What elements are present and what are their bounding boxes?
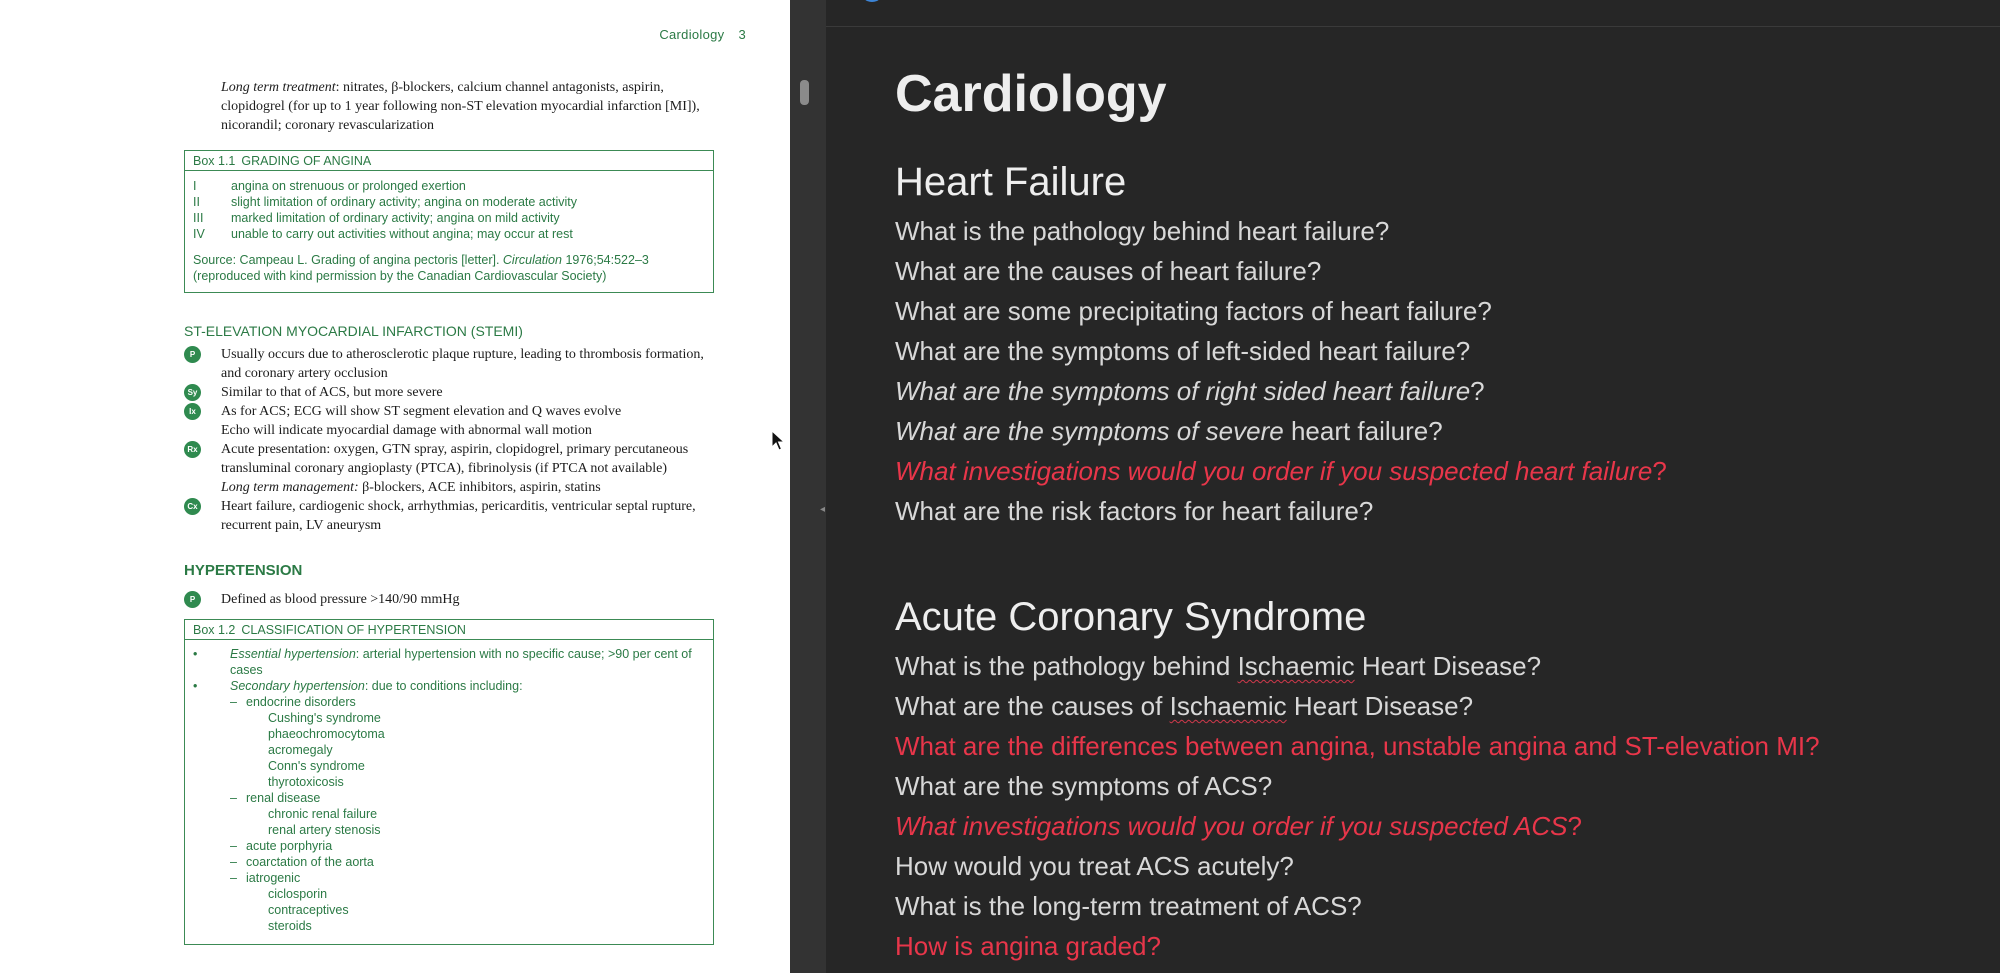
grade-list — [185, 171, 713, 242]
grade-row — [185, 226, 713, 242]
box-label: Box 1.2 — [193, 623, 236, 637]
intro-label: Long term treatment — [221, 80, 336, 95]
long-term-treatment-paragraph — [221, 78, 701, 135]
box-classification-of-hypertension — [184, 619, 714, 945]
question-rest: heart failure? — [1283, 416, 1443, 446]
grade-row — [185, 194, 713, 210]
question-line[interactable]: What is the pathology behind heart failure? — [895, 216, 1390, 246]
pdf-scrollbar-thumb[interactable] — [800, 80, 809, 105]
pathology-badge-icon: P — [184, 591, 201, 608]
question-rest: ? — [1652, 456, 1667, 486]
cause-name: endocrine disorders — [246, 695, 356, 709]
question-line[interactable]: What is the long-term treatment of ACS? — [895, 891, 1362, 921]
cause-group — [193, 838, 705, 854]
cause-name: coarctation of the aorta — [246, 855, 374, 869]
question-pre: What are the causes of — [895, 691, 1170, 721]
complications-badge-icon: Cx — [184, 498, 201, 515]
item-text — [230, 646, 705, 678]
pdf-page — [0, 0, 790, 973]
item-text — [221, 478, 724, 497]
cause-child: renal artery stenosis — [268, 823, 381, 837]
box-source — [185, 242, 713, 292]
header-page-number: 3 — [738, 27, 746, 42]
question-line-highlighted[interactable]: What are the differences between angina, unstable angina and ST-elevation MI? — [895, 731, 1820, 761]
stemi-list — [184, 345, 724, 535]
source-journal: Circulation — [502, 253, 562, 267]
item-text: Heart failure, cardiogenic shock, arrhythmias, pericarditis, ventricular septal rupture, recurrent pain, LV aneurysm — [221, 499, 696, 533]
mouse-pointer-icon — [771, 430, 785, 452]
item-text: Echo will indicate myocardial damage with abnormal wall motion — [221, 423, 592, 438]
page-title[interactable]: Cardiology — [895, 65, 1167, 123]
notes-editor[interactable] — [826, 0, 2000, 973]
box-title — [185, 151, 713, 171]
grade-num: IV — [193, 227, 205, 241]
dash-icon: – — [230, 791, 237, 805]
list-item — [193, 678, 705, 694]
grade-text: slight limitation of ordinary activity; angina on moderate activity — [231, 195, 577, 209]
grade-num: III — [193, 211, 204, 225]
bullet-icon: • — [193, 647, 198, 661]
question-italic: What investigations would you order if you suspected ACS — [895, 811, 1568, 841]
spellcheck-word[interactable]: Ischaemic — [1237, 651, 1355, 681]
cause-name: renal disease — [246, 791, 321, 805]
item-text: Acute presentation: oxygen, GTN spray, aspirin, clopidogrel, primary percutaneous transluminal coronary angioplasty (PTCA), fibrinolysis (if PTCA not available) — [221, 442, 689, 476]
question-line[interactable] — [895, 651, 1541, 682]
source-pre: Source: Campeau L. Grading of angina pectoris [letter]. — [193, 253, 503, 267]
avatar-icon[interactable] — [860, 0, 884, 2]
section-heading-heart-failure[interactable]: Heart Failure — [895, 160, 1127, 204]
question-line-highlighted[interactable] — [895, 811, 1582, 842]
box-title — [185, 620, 713, 640]
question-line[interactable] — [895, 416, 1443, 447]
box-label: Box 1.1 — [193, 154, 236, 168]
secondary-text: : due to conditions including: — [364, 679, 523, 693]
question-post: Heart Disease? — [1286, 691, 1474, 721]
investigations-badge-icon: Ix — [184, 403, 201, 420]
symptoms-badge-icon: Sy — [184, 384, 201, 401]
grade-text: angina on strenuous or prolonged exertion — [231, 179, 466, 193]
box-title-text: GRADING OF ANGINA — [241, 154, 372, 168]
item-text: Similar to that of ACS, but more severe — [221, 385, 443, 400]
treatment-badge-icon: Rx — [184, 441, 201, 458]
list-item — [184, 345, 724, 383]
cause-child: Cushing's syndrome — [268, 711, 381, 725]
split-divider[interactable] — [790, 0, 826, 973]
cause-group — [193, 790, 705, 806]
list-item — [184, 383, 724, 402]
blank-badge — [184, 422, 201, 439]
cause-name: iatrogenic — [246, 871, 301, 885]
question-rest: ? — [1567, 811, 1582, 841]
question-line[interactable]: What are some precipitating factors of heart failure? — [895, 296, 1492, 326]
source-line2: (reproduced with kind permission by the Canadian Cardiovascular Society) — [193, 269, 607, 283]
item-text — [230, 678, 705, 694]
grade-num: I — [193, 179, 197, 193]
dash-icon: – — [230, 839, 237, 853]
question-line[interactable] — [895, 691, 1473, 722]
essential-text: : arterial hypertension with no specific cause; >90 per cent of cases — [230, 647, 692, 677]
item-text: As for ACS; ECG will show ST segment elevation and Q waves evolve — [221, 404, 622, 419]
list-item — [184, 440, 724, 478]
question-rest: ? — [1470, 376, 1485, 406]
list-item — [184, 590, 724, 609]
collapse-panel-icon[interactable]: ◂ — [820, 504, 826, 515]
question-line[interactable] — [895, 376, 1485, 407]
item-label: Long term management: — [221, 480, 359, 495]
cause-child: thyrotoxicosis — [268, 775, 344, 789]
question-italic: What investigations would you order if you suspected heart failure — [895, 456, 1653, 486]
cause-group — [193, 870, 705, 886]
cause-name: acute porphyria — [246, 839, 333, 853]
hypertension-heading: HYPERTENSION — [184, 562, 303, 579]
cause-child: Conn's syndrome — [268, 759, 365, 773]
cause-group — [193, 694, 705, 710]
section-heading-acs[interactable]: Acute Coronary Syndrome — [895, 595, 1367, 639]
question-post: Heart Disease? — [1354, 651, 1542, 681]
dash-icon: – — [230, 871, 237, 885]
cause-child: steroids — [268, 919, 312, 933]
item-text: Usually occurs due to atherosclerotic plaque rupture, leading to thrombosis formation, and coronary artery occlusion — [221, 347, 704, 381]
grade-text: unable to carry out activities without angina; may occur at rest — [231, 227, 573, 241]
item-text: Defined as blood pressure >140/90 mmHg — [221, 592, 460, 607]
question-line[interactable]: What are the symptoms of ACS? — [895, 771, 1273, 801]
grade-num: II — [193, 195, 200, 209]
question-line[interactable]: What are the risk factors for heart failure? — [895, 496, 1374, 526]
grade-text: marked limitation of ordinary activity; angina on mild activity — [231, 211, 560, 225]
cause-child: chronic renal failure — [268, 807, 378, 821]
cause-child: ciclosporin — [268, 887, 328, 901]
question-italic: What are the symptoms of right sided heart failure — [895, 376, 1471, 406]
list-item — [184, 421, 724, 440]
bullet-icon: • — [193, 679, 198, 693]
question-italic: What are the symptoms of severe — [895, 416, 1284, 446]
spellcheck-word[interactable]: Ischaemic — [1169, 691, 1287, 721]
intro-text: : nitrates, β-blockers, calcium channel antagonists, aspirin, clopidogrel (for up to 1 year following non-ST elevation myocardial infarction [MI]), nicorandil; coronary revascularization — [221, 80, 700, 133]
cause-child: contraceptives — [268, 903, 349, 917]
stemi-heading: ST-ELEVATION MYOCARDIAL INFARCTION (STEMI) — [184, 323, 523, 339]
question-line[interactable]: What are the causes of heart failure? — [895, 256, 1322, 286]
cause-child: acromegaly — [268, 743, 333, 757]
box-title-text: CLASSIFICATION OF HYPERTENSION — [241, 623, 466, 637]
editor-top-bar — [826, 0, 2000, 27]
grade-row — [185, 178, 713, 194]
question-line[interactable]: How would you treat ACS acutely? — [895, 851, 1294, 881]
list-item — [184, 478, 724, 497]
list-item — [193, 646, 705, 678]
list-item — [184, 402, 724, 421]
hypertension-definition — [184, 590, 724, 609]
secondary-label: Secondary hypertension — [230, 679, 365, 693]
box-grading-of-angina — [184, 150, 714, 293]
question-line-highlighted[interactable]: How is angina graded? — [895, 931, 1161, 961]
question-pre: What is the pathology behind — [895, 651, 1238, 681]
list-item — [184, 497, 724, 535]
pathology-badge-icon: P — [184, 346, 201, 363]
question-line-highlighted[interactable] — [895, 456, 1667, 487]
header-section: Cardiology — [659, 27, 725, 42]
source-post: 1976;54:522–3 — [561, 253, 649, 267]
grade-row — [185, 210, 713, 226]
running-header — [645, 27, 746, 42]
essential-label: Essential hypertension — [230, 647, 356, 661]
dash-icon: – — [230, 695, 237, 709]
question-line[interactable]: What are the symptoms of left-sided heart failure? — [895, 336, 1471, 366]
item-text-rest: β-blockers, ACE inhibitors, aspirin, statins — [358, 480, 601, 495]
cause-group — [193, 854, 705, 870]
blank-badge — [184, 479, 201, 496]
cause-child: phaeochromocytoma — [268, 727, 385, 741]
classification-list — [185, 640, 713, 944]
dash-icon: – — [230, 855, 237, 869]
